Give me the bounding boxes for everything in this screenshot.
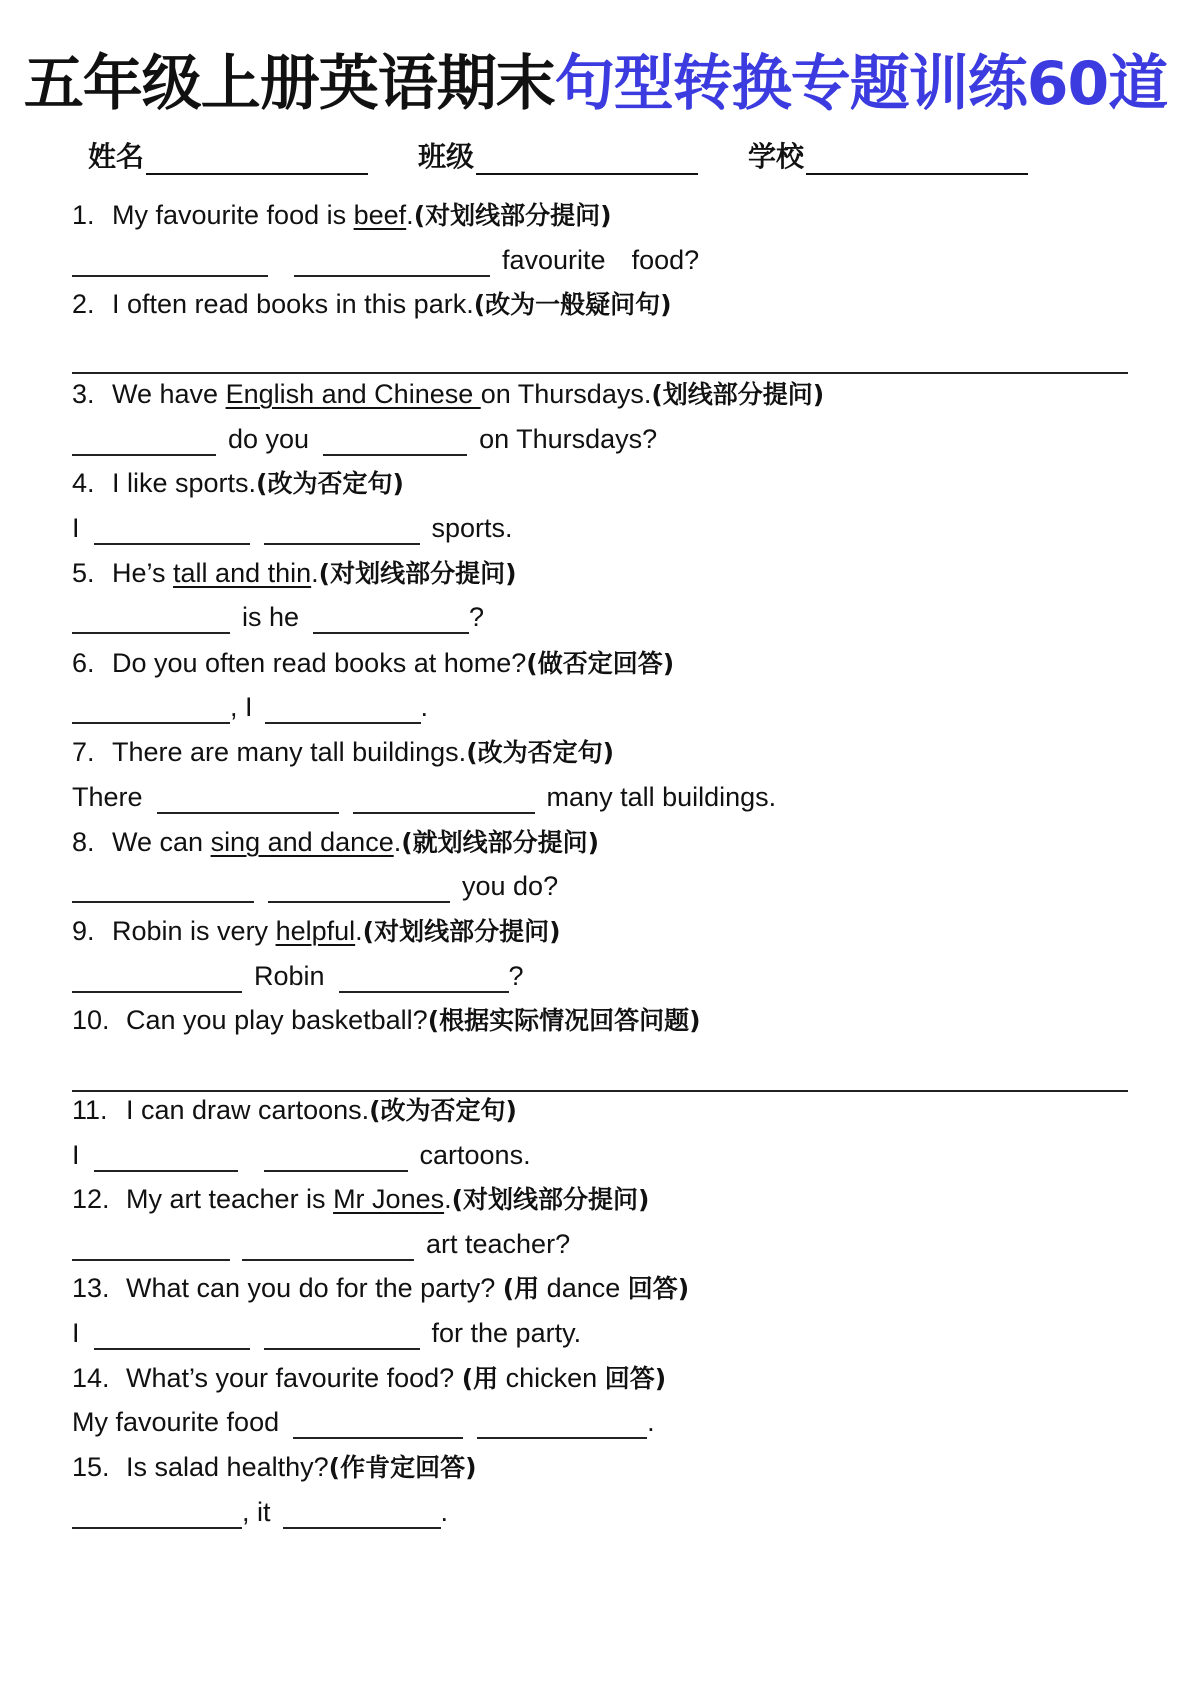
answer-text: , I <box>230 692 253 722</box>
answer-text: on Thursdays? <box>479 424 658 454</box>
underlined-text: helpful <box>275 916 356 946</box>
question-text: Robin is very <box>112 916 276 946</box>
question-text-end: . <box>355 916 363 946</box>
answer-text: you do? <box>462 871 559 901</box>
answer-blank[interactable] <box>72 249 268 277</box>
answer-8 <box>72 869 558 903</box>
question-2 <box>72 287 672 322</box>
answer-blank[interactable] <box>283 1501 441 1529</box>
question-number: 1. <box>72 200 95 230</box>
instruction: (用 <box>461 1364 499 1393</box>
answer-blank[interactable] <box>265 696 421 724</box>
question-text: I often read books in this park. <box>112 289 474 319</box>
answer-text: is he <box>242 602 300 632</box>
answer-13 <box>72 1316 581 1350</box>
name-label: 姓名 <box>88 140 145 173</box>
underlined-text: sing and dance <box>210 827 394 857</box>
answer-5 <box>72 600 484 634</box>
question-number: 14. <box>72 1363 110 1393</box>
underlined-text: beef <box>353 200 407 230</box>
answer-text: Robin <box>254 961 325 991</box>
instruction: (改为否定句) <box>466 738 615 767</box>
instruction: (改为否定句) <box>256 469 404 498</box>
answer-blank[interactable] <box>293 1411 463 1439</box>
instruction: 回答) <box>604 1364 667 1393</box>
question-number: 2. <box>72 289 95 319</box>
answer-4 <box>72 511 513 545</box>
answer-blank[interactable] <box>72 875 254 903</box>
question-text: I can draw cartoons. <box>126 1095 370 1125</box>
question-8 <box>72 825 599 860</box>
instruction: (改为否定句) <box>369 1096 517 1125</box>
question-text-end: . <box>444 1184 452 1214</box>
title-part-2: 句型转换专题训练60道 <box>554 49 1168 119</box>
answer-text: , it <box>242 1497 271 1527</box>
answer-7 <box>72 780 776 814</box>
answer-text: . <box>420 692 429 722</box>
answer-blank[interactable] <box>339 965 509 993</box>
instruction: (就划线部分提问) <box>401 828 600 857</box>
question-15 <box>72 1450 477 1485</box>
answer-blank[interactable] <box>353 786 535 814</box>
name-blank[interactable] <box>146 143 368 175</box>
answer-text: food? <box>631 245 700 275</box>
question-10 <box>72 1003 701 1038</box>
answer-blank[interactable] <box>94 1322 250 1350</box>
underlined-text: Mr Jones <box>333 1184 445 1214</box>
answer-text: cartoons. <box>419 1140 531 1170</box>
underlined-text: English and Chinese <box>225 379 481 409</box>
answer-blank[interactable] <box>264 1322 420 1350</box>
school-field[interactable] <box>748 135 1028 175</box>
answer-text: There <box>72 782 143 812</box>
answer-1 <box>72 243 699 277</box>
instruction: (对划线部分提问) <box>318 559 517 588</box>
answer-text: for the party. <box>431 1318 582 1348</box>
question-text: My art teacher is <box>126 1184 334 1214</box>
answer-text: My favourite food <box>72 1407 280 1437</box>
question-number: 3. <box>72 379 95 409</box>
answer-text: art teacher? <box>426 1229 571 1259</box>
instruction-keyword: dance <box>539 1273 628 1303</box>
instruction: (划线部分提问) <box>651 380 825 409</box>
question-14 <box>72 1361 666 1396</box>
instruction: (用 <box>502 1274 540 1303</box>
answer-text: many tall buildings. <box>546 782 777 812</box>
question-number: 9. <box>72 916 95 946</box>
answer-text: . <box>440 1497 449 1527</box>
question-number: 5. <box>72 558 95 588</box>
answer-line-2[interactable] <box>72 372 1128 374</box>
question-text: My favourite food is <box>112 200 354 230</box>
school-label: 学校 <box>748 140 805 173</box>
question-number: 15. <box>72 1452 110 1482</box>
question-number: 8. <box>72 827 95 857</box>
question-1 <box>72 198 612 233</box>
answer-text: do you <box>228 424 310 454</box>
question-12 <box>72 1182 649 1217</box>
question-text-end: . <box>311 558 319 588</box>
question-5 <box>72 556 517 591</box>
question-number: 13. <box>72 1273 110 1303</box>
worksheet-title <box>0 44 1191 124</box>
answer-text: favourite <box>502 245 606 275</box>
question-number: 12. <box>72 1184 110 1214</box>
answer-14 <box>72 1405 655 1439</box>
class-label: 班级 <box>418 140 475 173</box>
question-13 <box>72 1271 689 1306</box>
answer-text: sports. <box>431 513 513 543</box>
answer-12 <box>72 1227 570 1261</box>
school-blank[interactable] <box>806 143 1028 175</box>
question-11 <box>72 1093 517 1128</box>
question-9 <box>72 914 561 949</box>
student-info-row <box>88 135 1088 175</box>
question-number: 7. <box>72 737 95 767</box>
answer-11 <box>72 1138 531 1172</box>
question-number: 6. <box>72 648 95 678</box>
answer-blank[interactable] <box>268 875 450 903</box>
answer-blank[interactable] <box>477 1411 647 1439</box>
answer-blank[interactable] <box>72 965 242 993</box>
answer-6 <box>72 690 428 724</box>
question-6 <box>72 646 674 681</box>
answer-blank[interactable] <box>72 1233 230 1261</box>
answer-blank[interactable] <box>264 1144 408 1172</box>
class-blank[interactable] <box>476 143 698 175</box>
question-text: There are many tall buildings. <box>112 737 467 767</box>
answer-text: I <box>72 513 80 543</box>
answer-blank[interactable] <box>242 1233 414 1261</box>
question-text-end: . <box>406 200 414 230</box>
class-field[interactable] <box>418 135 698 175</box>
question-text: We can <box>112 827 211 857</box>
answer-blank[interactable] <box>94 517 250 545</box>
question-text: I like sports. <box>112 468 257 498</box>
answer-blank[interactable] <box>264 517 420 545</box>
answer-text: ? <box>469 602 485 632</box>
answer-blank[interactable] <box>94 1144 238 1172</box>
answer-blank[interactable] <box>157 786 339 814</box>
question-3 <box>72 377 824 412</box>
answer-blank[interactable] <box>72 1501 242 1529</box>
question-number: 11. <box>72 1095 108 1125</box>
question-text: What can you do for the party? <box>126 1273 496 1303</box>
question-text-end: on Thursdays. <box>480 379 652 409</box>
title-part-1: 五年级上册英语期末 <box>23 49 555 119</box>
answer-blank[interactable] <box>323 428 467 456</box>
answer-blank[interactable] <box>72 696 230 724</box>
underlined-text: tall and thin <box>173 558 312 588</box>
instruction: (对划线部分提问) <box>413 201 612 230</box>
question-7 <box>72 735 614 770</box>
instruction: (根据实际情况回答问题) <box>427 1006 701 1035</box>
answer-text: ? <box>508 961 524 991</box>
answer-line-10[interactable] <box>72 1090 1128 1092</box>
answer-blank[interactable] <box>313 606 469 634</box>
question-text: We have <box>112 379 226 409</box>
answer-15 <box>72 1495 448 1529</box>
instruction: (作肯定回答) <box>328 1453 477 1482</box>
name-field[interactable] <box>88 135 368 175</box>
instruction: 回答) <box>627 1274 690 1303</box>
question-4 <box>72 466 404 501</box>
instruction: (做否定回答) <box>526 649 675 678</box>
answer-text: . <box>647 1407 655 1437</box>
answer-text: I <box>72 1318 80 1348</box>
answer-blank[interactable] <box>72 606 230 634</box>
question-text: Can you play basketball? <box>126 1005 428 1035</box>
question-number: 4. <box>72 468 95 498</box>
question-number: 10. <box>72 1005 110 1035</box>
question-text: He’s <box>112 558 174 588</box>
answer-blank[interactable] <box>294 249 490 277</box>
instruction-keyword: chicken <box>498 1363 605 1393</box>
question-text: Is salad healthy? <box>126 1452 329 1482</box>
question-text: What’s your favourite food? <box>126 1363 455 1393</box>
instruction: (对划线部分提问) <box>362 917 561 946</box>
answer-3 <box>72 422 657 456</box>
answer-9 <box>72 959 524 993</box>
answer-text: I <box>72 1140 80 1170</box>
instruction: (对划线部分提问) <box>451 1185 650 1214</box>
instruction: (改为一般疑问句) <box>473 290 672 319</box>
question-text-end: . <box>393 827 402 857</box>
question-text: Do you often read books at home? <box>112 648 527 678</box>
answer-blank[interactable] <box>72 428 216 456</box>
